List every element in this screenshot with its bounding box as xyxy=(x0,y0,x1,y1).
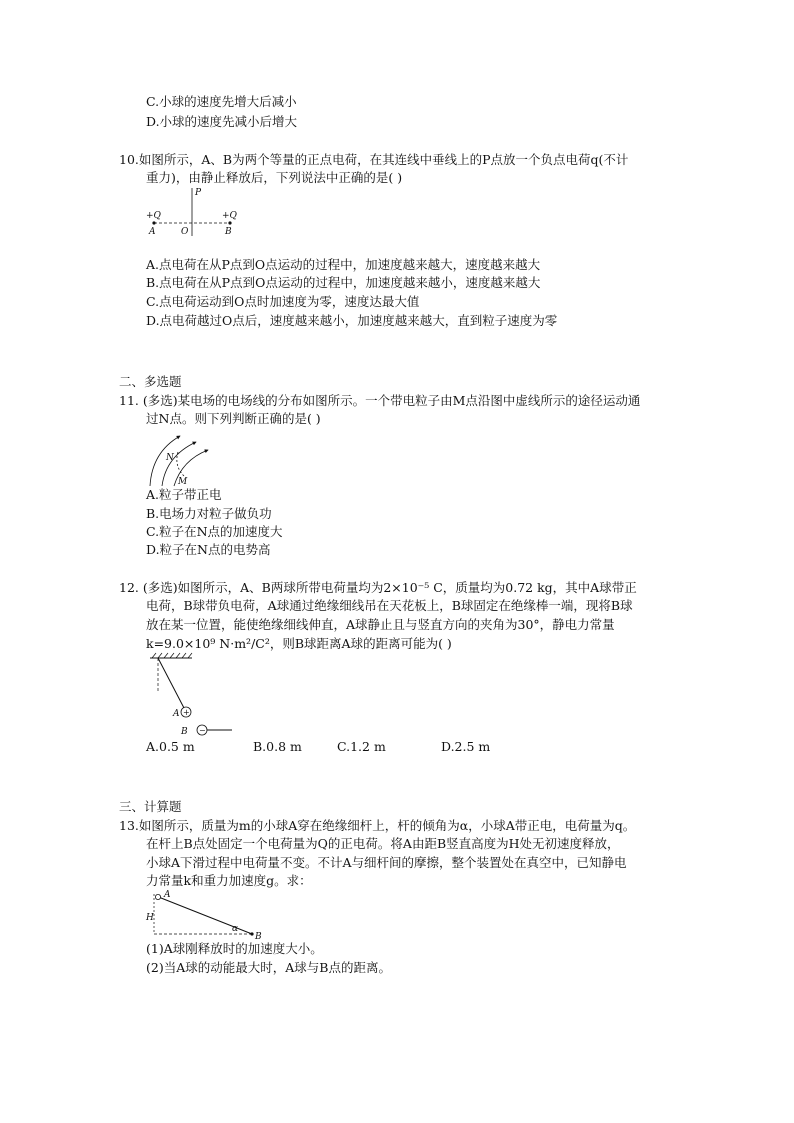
q12-stem-line-2: 电荷，B球带负电荷，A球通过绝缘细线吊在天花板上，B球固定在绝缘棒一端，现将B球 xyxy=(146,598,633,613)
q10-label-b: B xyxy=(225,227,232,237)
q11-option-a: A.粒子带正电 xyxy=(146,487,222,502)
q11-stem-line-1: 11. (多选)某电场的电场线的分布如图所示。一个带电粒子由M点沿图中虚线所示的途径运动通 xyxy=(119,393,641,408)
q12-stem-line-3: 放在某一位置，能使绝缘细线伸直，A球静止且与竖直方向的夹角为30°，静电力常量 xyxy=(146,617,615,632)
q10-label-a: A xyxy=(149,227,156,237)
q13-ball-a xyxy=(155,894,160,899)
q11-label-m: M xyxy=(178,477,188,487)
q11-option-b: B.电场力对粒子做负功 xyxy=(146,506,272,521)
q13-label-alpha: α xyxy=(232,924,239,934)
q12-hanging-balls-figure xyxy=(146,652,246,742)
section-heading-multiple-choice: 二、多选题 xyxy=(119,374,182,389)
q13-point-b xyxy=(250,932,253,935)
q12-option-d: D.2.5 m xyxy=(441,739,491,754)
q12-option-c: C.1.2 m xyxy=(337,739,386,754)
q13-label-a: A xyxy=(164,890,171,900)
q10-option-a: A.点电荷在从P点到O点运动的过程中，加速度越来越大，速度越来越大 xyxy=(146,257,541,272)
q12-stem-line-1: 12. (多选)如图所示，A、B两球所带电荷量均为2×10⁻⁵ C，质量均为0.72 kg，其中A球带正 xyxy=(119,580,637,595)
q12-stem-line-4: k=9.0×10⁹ N·m²/C²，则B球距离A球的距离可能为( ) xyxy=(146,636,452,651)
q9-option-d: D.小球的速度先减小后增大 xyxy=(146,114,298,129)
q10-charges-figure xyxy=(140,184,250,240)
q13-stem-line-2: 在杆上B点处固定一个电荷量为Q的正电荷。将A由距B竖直高度为H处无初速度释放， xyxy=(146,836,620,851)
q12-ball-b-sign: − xyxy=(199,726,206,735)
q10-option-c: C.点电荷运动到O点时加速度为零，速度达最大值 xyxy=(146,294,420,309)
q11-field-lines-figure xyxy=(144,430,224,488)
q12-label-b: B xyxy=(181,727,188,737)
q10-point-b xyxy=(228,221,231,224)
section-heading-calculation: 三、计算题 xyxy=(119,799,182,814)
q11-field-line-1 xyxy=(150,436,180,486)
q12-ceiling-hatch xyxy=(152,653,192,658)
q11-option-c: C.粒子在N点的加速度大 xyxy=(146,524,283,539)
q11-stem-line-2: 过N点。则下列判断正确的是( ) xyxy=(146,411,321,426)
q12-thread xyxy=(158,658,184,708)
q13-stem-line-1: 13.如图所示，质量为m的小球A穿在绝缘细杆上，杆的倾角为α，小球A带正电，电荷量为q。 xyxy=(119,818,636,833)
q10-stem-line-1: 10.如图所示，A、B为两个等量的正点电荷，在其连线中垂线上的P点放一个负点电荷q(不计 xyxy=(119,152,629,167)
q12-option-b: B.0.8 m xyxy=(253,739,302,754)
q13-incline-figure xyxy=(144,888,264,940)
q13-subquestion-1: (1)A球刚释放时的加速度大小。 xyxy=(146,941,323,956)
q10-stem-line-2: 重力)，由静止释放后，下列说法中正确的是( ) xyxy=(146,170,403,185)
q13-label-b: B xyxy=(255,932,262,940)
q12-ball-a-sign: + xyxy=(183,708,190,717)
q13-subquestion-2: (2)当A球的动能最大时，A球与B点的距离。 xyxy=(146,960,391,975)
q10-option-d: D.点电荷越过O点后，速度越来越小，加速度越来越大，直到粒子速度为零 xyxy=(146,313,558,328)
q13-stem-line-4: 力常量k和重力加速度g。求： xyxy=(146,873,312,888)
q10-label-o: O xyxy=(181,227,189,237)
q12-label-a: A xyxy=(173,709,180,719)
q10-label-qb: +Q xyxy=(222,211,237,221)
q9-option-c: C.小球的速度先增大后减小 xyxy=(146,94,297,109)
q12-option-a: A.0.5 m xyxy=(146,739,195,754)
q13-stem-line-3: 小球A下滑过程中电荷量不变。不计A与细杆间的摩擦，整个装置处在真空中，已知静电 xyxy=(146,855,627,870)
q11-option-d: D.粒子在N点的电势高 xyxy=(146,542,271,557)
q10-label-p: P xyxy=(195,188,202,198)
q11-label-n: N xyxy=(166,453,174,463)
q10-option-b: B.点电荷在从P点到O点运动的过程中，加速度越来越小，速度越来越大 xyxy=(146,275,541,290)
q13-label-h: H xyxy=(146,913,154,923)
q10-label-qa: +Q xyxy=(146,211,161,221)
q10-point-a xyxy=(152,221,155,224)
